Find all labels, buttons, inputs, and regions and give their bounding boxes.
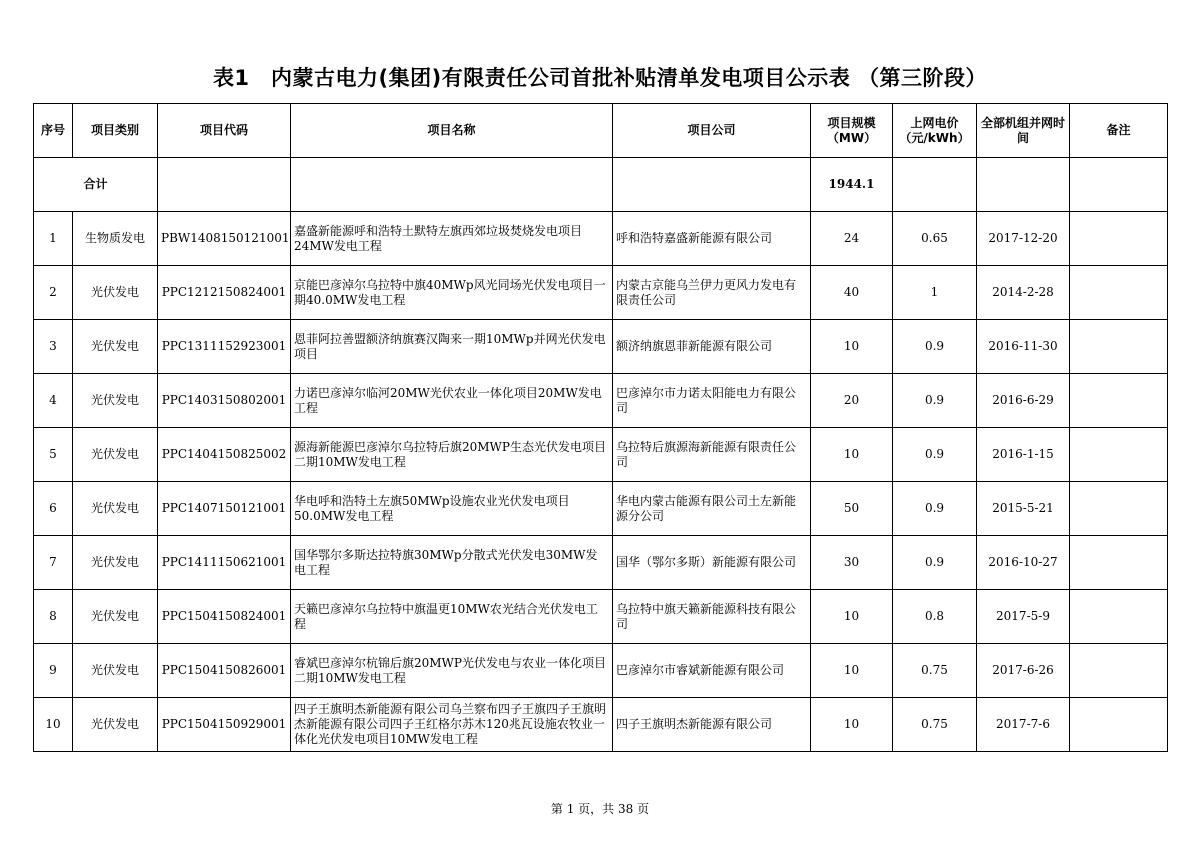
cell-company: 四子王旗明杰新能源有限公司: [613, 698, 811, 752]
total-label: 合计: [34, 158, 158, 212]
cell-note: [1070, 644, 1168, 698]
cell-scale: 30: [811, 536, 893, 590]
cell-price: 1: [893, 266, 977, 320]
cell-name: 华电呼和浩特土左旗50MWp设施农业光伏发电项目50.0MW发电工程: [291, 482, 613, 536]
table-row: [34, 536, 1168, 590]
cell-note: [1070, 212, 1168, 266]
cell-price: 0.75: [893, 698, 977, 752]
cell-seq: 5: [34, 428, 73, 482]
cell-type: 生物质发电: [73, 212, 158, 266]
cell-scale: 40: [811, 266, 893, 320]
cell-price: 0.75: [893, 644, 977, 698]
total-row: [34, 158, 1168, 212]
cell-name: 源海新能源巴彦淖尔乌拉特后旗20MWP生态光伏发电项目二期10MW发电工程: [291, 428, 613, 482]
cell-code: PPC1504150826001: [158, 644, 291, 698]
cell-type: 光伏发电: [73, 590, 158, 644]
header-row: [34, 104, 1168, 158]
total-company-cell: [613, 158, 811, 212]
cell-type: 光伏发电: [73, 644, 158, 698]
cell-name: 四子王旗明杰新能源有限公司乌兰察布四子王旗四子王旗明杰新能源有限公司四子王红格尔苏木120兆瓦设施农牧业一体化光伏发电项目10MW发电工程: [291, 698, 613, 752]
total-price-cell: [893, 158, 977, 212]
table-row: [34, 212, 1168, 266]
cell-price: 0.9: [893, 482, 977, 536]
cell-date: 2016-11-30: [977, 320, 1070, 374]
cell-scale: 10: [811, 428, 893, 482]
cell-company: 乌拉特后旗源海新能源有限责任公司: [613, 428, 811, 482]
cell-company: 额济纳旗恩菲新能源有限公司: [613, 320, 811, 374]
total-note-cell: [1070, 158, 1168, 212]
cell-code: PPC1404150825002: [158, 428, 291, 482]
cell-seq: 6: [34, 482, 73, 536]
table-row: [34, 428, 1168, 482]
cell-name: 京能巴彦淖尔乌拉特中旗40MWp风光同场光伏发电项目一期40.0MW发电工程: [291, 266, 613, 320]
cell-note: [1070, 320, 1168, 374]
cell-scale: 10: [811, 644, 893, 698]
cell-seq: 2: [34, 266, 73, 320]
table-row: [34, 698, 1168, 752]
cell-name: 天籁巴彦淖尔乌拉特中旗温更10MW农光结合光伏发电工程: [291, 590, 613, 644]
cell-seq: 3: [34, 320, 73, 374]
cell-note: [1070, 266, 1168, 320]
cell-note: [1070, 536, 1168, 590]
cell-seq: 4: [34, 374, 73, 428]
cell-date: 2014-2-28: [977, 266, 1070, 320]
cell-type: 光伏发电: [73, 374, 158, 428]
cell-date: 2017-12-20: [977, 212, 1070, 266]
cell-code: PPC1504150824001: [158, 590, 291, 644]
header-type: 项目类别: [73, 104, 158, 158]
cell-type: 光伏发电: [73, 698, 158, 752]
cell-scale: 20: [811, 374, 893, 428]
cell-seq: 1: [34, 212, 73, 266]
cell-scale: 10: [811, 320, 893, 374]
cell-seq: 8: [34, 590, 73, 644]
cell-price: 0.8: [893, 590, 977, 644]
cell-type: 光伏发电: [73, 536, 158, 590]
cell-price: 0.65: [893, 212, 977, 266]
header-code: 项目代码: [158, 104, 291, 158]
cell-company: 国华（鄂尔多斯）新能源有限公司: [613, 536, 811, 590]
cell-code: PPC1407150121001: [158, 482, 291, 536]
cell-note: [1070, 590, 1168, 644]
cell-date: 2016-10-27: [977, 536, 1070, 590]
total-scale: 1944.1: [811, 158, 893, 212]
table-row: [34, 266, 1168, 320]
cell-company: 内蒙古京能乌兰伊力更风力发电有限责任公司: [613, 266, 811, 320]
cell-code: PPC1504150929001: [158, 698, 291, 752]
cell-code: PPC1411150621001: [158, 536, 291, 590]
cell-company: 呼和浩特嘉盛新能源有限公司: [613, 212, 811, 266]
cell-code: PPC1311152923001: [158, 320, 291, 374]
cell-name: 恩菲阿拉善盟额济纳旗赛汉陶来一期10MWp并网光伏发电项目: [291, 320, 613, 374]
cell-price: 0.9: [893, 374, 977, 428]
table-row: [34, 320, 1168, 374]
header-scale: 项目规模（MW）: [811, 104, 893, 158]
cell-company: 巴彦淖尔市力诺太阳能电力有限公司: [613, 374, 811, 428]
cell-note: [1070, 374, 1168, 428]
cell-seq: 10: [34, 698, 73, 752]
header-price: 上网电价（元/kWh）: [893, 104, 977, 158]
cell-note: [1070, 698, 1168, 752]
table-row: [34, 644, 1168, 698]
header-seq: 序号: [34, 104, 73, 158]
cell-price: 0.9: [893, 536, 977, 590]
table-row: [34, 590, 1168, 644]
cell-name: 力诺巴彦淖尔临河20MW光伏农业一体化项目20MW发电工程: [291, 374, 613, 428]
cell-date: 2015-5-21: [977, 482, 1070, 536]
total-code-cell: [158, 158, 291, 212]
header-name: 项目名称: [291, 104, 613, 158]
page-title: 表1 内蒙古电力(集团)有限责任公司首批补贴清单发电项目公示表 （第三阶段）: [212, 66, 988, 90]
cell-scale: 10: [811, 590, 893, 644]
header-note: 备注: [1070, 104, 1168, 158]
cell-scale: 50: [811, 482, 893, 536]
cell-date: 2016-1-15: [977, 428, 1070, 482]
cell-type: 光伏发电: [73, 266, 158, 320]
cell-seq: 7: [34, 536, 73, 590]
cell-code: PPC1403150802001: [158, 374, 291, 428]
total-date-cell: [977, 158, 1070, 212]
cell-seq: 9: [34, 644, 73, 698]
total-name-cell: [291, 158, 613, 212]
header-company: 项目公司: [613, 104, 811, 158]
cell-price: 0.9: [893, 320, 977, 374]
cell-name: 国华鄂尔多斯达拉特旗30MWp分散式光伏发电30MW发电工程: [291, 536, 613, 590]
cell-price: 0.9: [893, 428, 977, 482]
cell-scale: 10: [811, 698, 893, 752]
cell-note: [1070, 482, 1168, 536]
cell-name: 嘉盛新能源呼和浩特土默特左旗西郊垃圾焚烧发电项目24MW发电工程: [291, 212, 613, 266]
cell-scale: 24: [811, 212, 893, 266]
cell-note: [1070, 428, 1168, 482]
cell-type: 光伏发电: [73, 320, 158, 374]
cell-type: 光伏发电: [73, 482, 158, 536]
cell-company: 华电内蒙古能源有限公司土左新能源分公司: [613, 482, 811, 536]
cell-code: PBW1408150121001: [158, 212, 291, 266]
cell-company: 巴彦淖尔市睿斌新能源有限公司: [613, 644, 811, 698]
cell-type: 光伏发电: [73, 428, 158, 482]
header-date: 全部机组并网时间: [977, 104, 1070, 158]
cell-date: 2017-5-9: [977, 590, 1070, 644]
project-table: [33, 103, 1168, 752]
table-row: [34, 482, 1168, 536]
table-row: [34, 374, 1168, 428]
page-footer: 第 1 页，共 38 页: [550, 802, 650, 816]
cell-date: 2017-6-26: [977, 644, 1070, 698]
cell-code: PPC1212150824001: [158, 266, 291, 320]
cell-date: 2017-7-6: [977, 698, 1070, 752]
cell-date: 2016-6-29: [977, 374, 1070, 428]
cell-company: 乌拉特中旗天籁新能源科技有限公司: [613, 590, 811, 644]
cell-name: 睿斌巴彦淖尔杭锦后旗20MWP光伏发电与农业一体化项目二期10MW发电工程: [291, 644, 613, 698]
